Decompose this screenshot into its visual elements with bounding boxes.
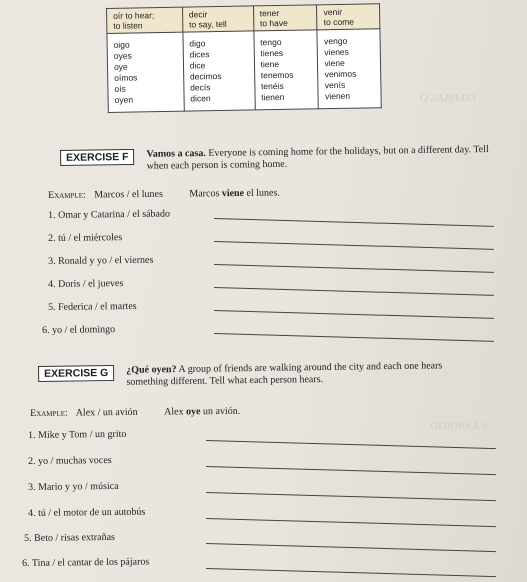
answer-line[interactable]	[206, 466, 496, 475]
answer-line[interactable]	[206, 543, 496, 552]
answer-line[interactable]	[214, 264, 494, 273]
answer-line[interactable]	[214, 218, 494, 227]
exercise-g-item: 1. Mike y Tom / un grito	[28, 428, 127, 441]
bleed-through-text: ODJORSA 3	[430, 420, 488, 432]
exercise-f-label: EXERCISE F	[60, 149, 135, 166]
exercise-g-item: 2. yo / muchas voces	[28, 454, 112, 467]
verb-conjugation-table	[106, 3, 382, 113]
exercise-g-item: 6. Tina / el cantar de los pájaros	[22, 556, 150, 569]
table-column-oir: oigo oyes oye oímos oís oyen	[107, 32, 184, 112]
answer-line[interactable]	[206, 440, 496, 449]
exercise-f-item: 1. Omar y Catarina / el sábado	[48, 208, 171, 221]
table-header-oir: oír to hear; to listen	[107, 7, 183, 33]
answer-line[interactable]	[206, 518, 496, 527]
exercise-g-item: 5. Beto / risas extrañas	[24, 531, 115, 544]
bleed-through-text: Q 3AJ01433	[420, 92, 476, 104]
answer-line[interactable]	[214, 241, 494, 250]
exercise-g-item: 3. Mario y yo / música	[28, 480, 119, 493]
exercise-g-label: EXERCISE G	[38, 365, 114, 382]
table-column-venir: vengo vienes viene venimos venís vienen	[317, 29, 381, 109]
exercise-f-example: Example: Marcos / el lunes Marcos viene el lunes.	[48, 187, 280, 201]
answer-line[interactable]	[206, 568, 496, 577]
exercise-f-item: 4. Doris / el jueves	[48, 278, 124, 290]
table-header-decir: decir to say, tell	[182, 6, 253, 32]
answer-line[interactable]	[214, 310, 494, 319]
exercise-f-item: 3. Ronald y yo / el viernes	[48, 254, 154, 267]
exercise-f-item: 2. tú / el miércoles	[48, 232, 123, 244]
exercise-g-header	[38, 360, 486, 390]
table-header-venir: venir to come	[317, 4, 380, 30]
table-header-tener: tener to have	[253, 5, 317, 31]
table-column-tener: tengo tienes tiene tenemos tenéis tienen	[254, 30, 319, 110]
exercise-f-title: Vamos a casa.	[146, 147, 206, 160]
answer-line[interactable]	[214, 287, 494, 296]
exercise-g-instruction: ¿Qué oyen? A group of friends are walking around the city and each one hears something different. Tell what each person hears.	[126, 360, 443, 388]
exercise-g-title: ¿Qué oyen?	[126, 364, 177, 376]
exercise-f-item: 6. yo / el domingo	[42, 324, 116, 336]
table-column-decir: digo dices dice decimos decís dicen	[183, 31, 255, 111]
answer-line[interactable]	[206, 492, 496, 501]
exercise-g-example-answer: Alex oye un avión.	[164, 405, 241, 418]
exercise-f-example-answer: Marcos viene el lunes.	[189, 187, 280, 200]
exercise-g-example: Example: Alex / un avión Alex oye un avión.	[30, 405, 241, 419]
exercise-f-instruction: Vamos a casa. Everyone is coming home for the holidays, but on a different day. Tell when each person is coming home.	[146, 144, 489, 172]
exercise-g-item: 4. tú / el motor de un autobús	[28, 506, 146, 519]
exercise-f-item: 5. Federica / el martes	[48, 300, 137, 313]
answer-line[interactable]	[214, 333, 494, 342]
exercise-f-header	[60, 144, 492, 174]
